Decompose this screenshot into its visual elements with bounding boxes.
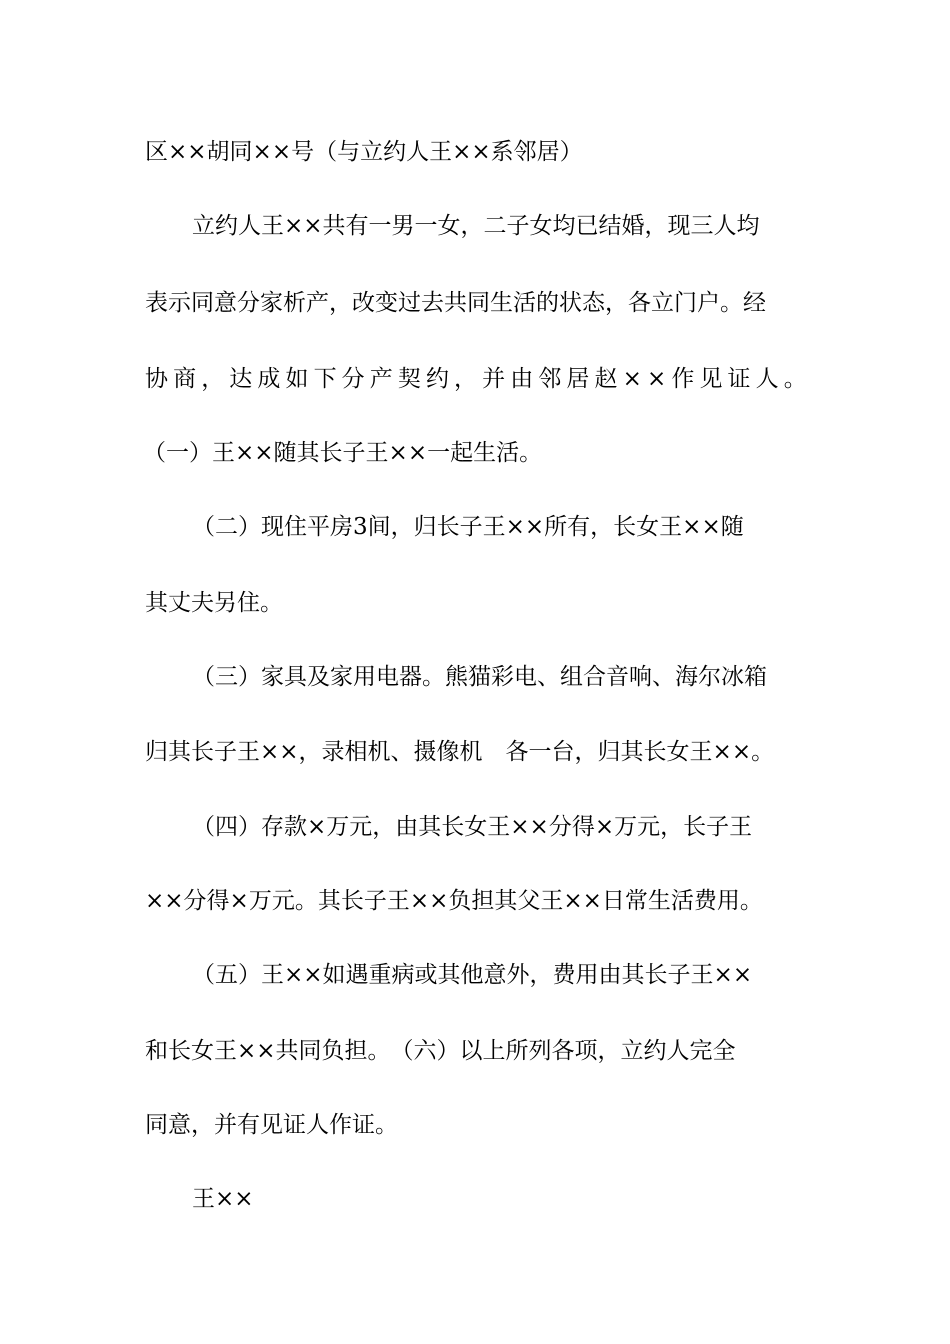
text-line-intro-end (145, 364, 807, 394)
clause-two: （二）现住平房3间，归长子王××所有，长女王××随 (192, 514, 744, 540)
text-line-intro: 立约人王××共有一男一女，二子女均已结婚，现三人均 (192, 213, 760, 239)
text-char: 成 (257, 366, 281, 392)
text-char: ， (454, 366, 478, 392)
text-char: 赵 (594, 366, 618, 392)
text-char: 居 (566, 366, 590, 392)
clause-four-cont: ××分得×万元。其长子王××负担其父王××日常生活费用。 (145, 888, 763, 914)
text-char: 作 (671, 366, 695, 392)
text-char: 人 (755, 366, 779, 392)
text-char: 产 (369, 366, 393, 392)
text-char: 达 (229, 366, 253, 392)
clause-five: （五）王××如遇重病或其他意外，费用由其长子王×× (192, 962, 753, 988)
clause-three: （三）家具及家用电器。熊猫彩电、组合音响、海尔冰箱 (192, 664, 767, 690)
text-line-intro-cont: 表示同意分家析产，改变过去共同生活的状态，各立门户。经 (145, 290, 766, 316)
text-char: × (622, 366, 642, 392)
text-char: 商 (173, 366, 197, 392)
text-char: 分 (341, 366, 365, 392)
text-char: 证 (727, 366, 751, 392)
clause-three-cont: 归其长子王××，录相机、摄像机 各一台，归其长女王××。 (145, 739, 775, 765)
clause-four: （四）存款×万元，由其长女王××分得×万元，长子王 (192, 814, 753, 840)
text-char: 并 (482, 366, 506, 392)
clause-five-cont: 和长女王××共同负担。 （六）以上所列各项，立约人完全 (145, 1038, 736, 1064)
text-char: ， (201, 366, 225, 392)
text-char: 由 (510, 366, 534, 392)
text-char: 约 (425, 366, 449, 392)
text-line-address: 区××胡同××号（与立约人王××系邻居） (145, 139, 583, 165)
text-char: 协 (145, 366, 168, 392)
clause-one: （一）王××随其长子王××一起生活。 (143, 440, 543, 466)
text-char: 下 (313, 366, 337, 392)
clause-two-cont: 其丈夫另住。 (145, 590, 283, 616)
text-char: 。 (783, 366, 807, 392)
signature-name: 王×× (192, 1186, 254, 1212)
text-char: × (646, 366, 667, 392)
text-char: 如 (285, 366, 309, 392)
text-char: 见 (699, 366, 723, 392)
text-char: 契 (397, 366, 421, 392)
text-char: 邻 (538, 366, 562, 392)
clause-six-cont: 同意，并有见证人作证。 (145, 1112, 398, 1138)
